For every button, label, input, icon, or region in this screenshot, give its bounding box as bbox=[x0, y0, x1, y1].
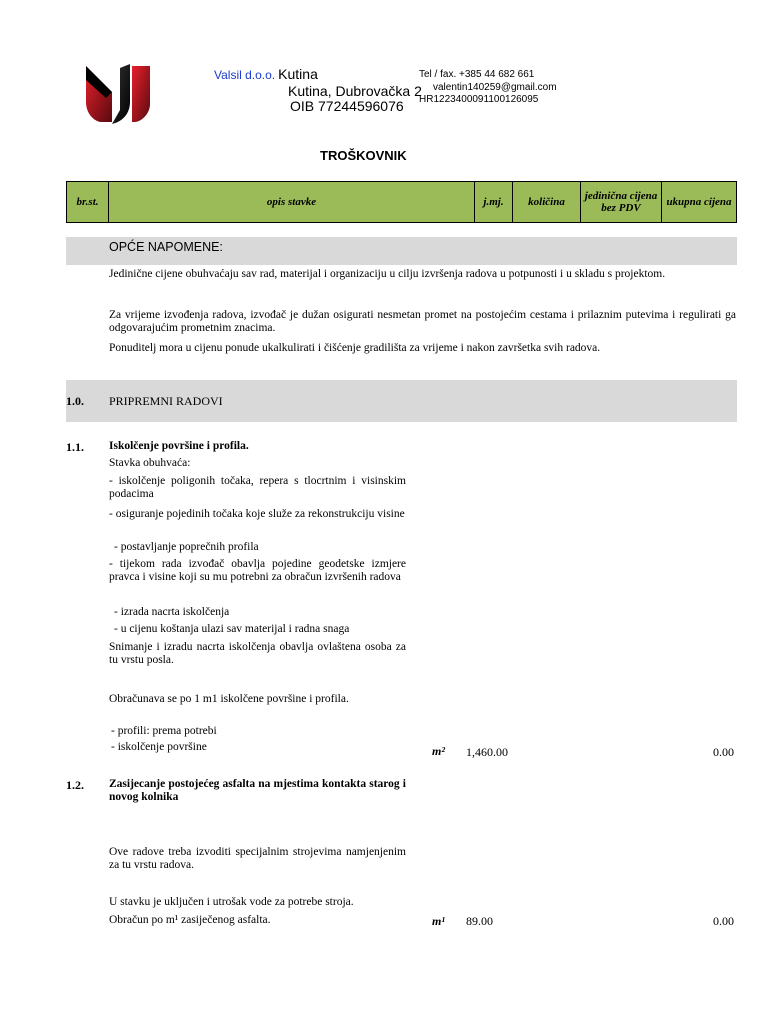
company-address: Kutina, Dubrovačka 2 bbox=[288, 83, 422, 99]
item-bullet: - u cijenu koštanja ulazi sav materijal i radna snaga bbox=[114, 623, 350, 635]
general-notes-title: OPĆE NAPOMENE: bbox=[109, 240, 223, 254]
item-bullet: - tijekom rada izvođač obavlja pojedine geodetske izmjere pravca i visine koji su mu potrebni za obračun izvršenih radova bbox=[109, 558, 406, 583]
item-intro: Stavka obuhvaća: bbox=[109, 457, 191, 469]
item-number: 1.2. bbox=[66, 778, 84, 792]
item-total: 0.00 bbox=[713, 745, 734, 759]
company-oib: OIB 77244596076 bbox=[290, 98, 404, 114]
document-title: TROŠKOVNIK bbox=[320, 148, 407, 163]
header-item-number: br.st. bbox=[67, 182, 109, 222]
company-city: Kutina bbox=[278, 66, 318, 82]
general-notes-paragraph-3: Ponuditelj mora u cijenu ponude ukalkulirati i čišćenje gradilišta za vrijeme i nakon završetka svih radova. bbox=[109, 342, 601, 354]
item-bullet: - iskolčenje poligonih točaka, repera s tlocrtnim i visinskim podacima bbox=[109, 475, 406, 500]
item-bullet: - osiguranje pojedinih točaka koje služe za rekonstrukciju visine bbox=[109, 508, 405, 520]
item-paragraph: Snimanje i izradu nacrta iskolčenja obavlja ovlaštena osoba za tu vrstu posla. bbox=[109, 641, 406, 666]
item-title: Zasijecanje postojećeg asfalta na mjestima kontakta starog i novog kolnika bbox=[109, 778, 406, 803]
item-number: 1.1. bbox=[66, 440, 84, 454]
item-unit: m² bbox=[432, 744, 445, 758]
header-total-price: ukupna cijena bbox=[666, 196, 732, 208]
item-sub-line: - iskolčenje površine bbox=[111, 741, 207, 753]
header-description: opis stavke bbox=[109, 182, 475, 222]
company-name-line bbox=[214, 66, 318, 83]
item-total: 0.00 bbox=[713, 914, 734, 928]
item-bullet: - izrada nacrta iskolčenja bbox=[114, 606, 230, 618]
company-iban: HR1223400091100126095 bbox=[419, 94, 539, 105]
table-header bbox=[66, 181, 737, 223]
item-title: Iskolčenje površine i profila. bbox=[109, 440, 249, 452]
company-logo bbox=[84, 62, 154, 126]
company-name: Valsil d.o.o. bbox=[214, 68, 276, 82]
item-quantity: 1,460.00 bbox=[466, 745, 508, 759]
header-unit: j.mj. bbox=[475, 182, 513, 222]
item-quantity: 89.00 bbox=[466, 914, 493, 928]
header-unit-price: jedinična cijena bez PDV bbox=[581, 182, 662, 222]
item-unit: m¹ bbox=[432, 914, 445, 928]
header-quantity: količina bbox=[513, 182, 581, 222]
item-paragraph: Ove radove treba izvoditi specijalnim strojevima namjenjenim za tu vrstu radova. bbox=[109, 846, 406, 871]
section-number: 1.0. bbox=[66, 394, 84, 408]
company-phone: Tel / fax. +385 44 682 661 bbox=[419, 69, 535, 80]
item-paragraph: Obračun po m¹ zasiječenog asfalta. bbox=[109, 914, 271, 926]
general-notes-paragraph-1: Jedinične cijene obuhvaćaju sav rad, materijal i organizaciju u cilju izvršenja radova u potpunosti i u skladu s projektom. bbox=[109, 268, 666, 280]
company-email: valentin140259@gmail.com bbox=[433, 82, 557, 93]
item-sub-line: - profili: prema potrebi bbox=[111, 725, 217, 737]
item-paragraph: Obračunava se po 1 m1 iskolčene površine i profila. bbox=[109, 693, 349, 705]
item-bullet: - postavljanje poprečnih profila bbox=[114, 541, 259, 553]
item-paragraph: U stavku je uključen i utrošak vode za potrebe stroja. bbox=[109, 896, 354, 908]
general-notes-paragraph-2: Za vrijeme izvođenja radova, izvođač je dužan osigurati nesmetan promet na postojećim cestama i prilaznim putevima i regulirati ga odgovarajućim prometnim znacima. bbox=[109, 309, 736, 334]
section-title: PRIPREMNI RADOVI bbox=[109, 394, 223, 408]
